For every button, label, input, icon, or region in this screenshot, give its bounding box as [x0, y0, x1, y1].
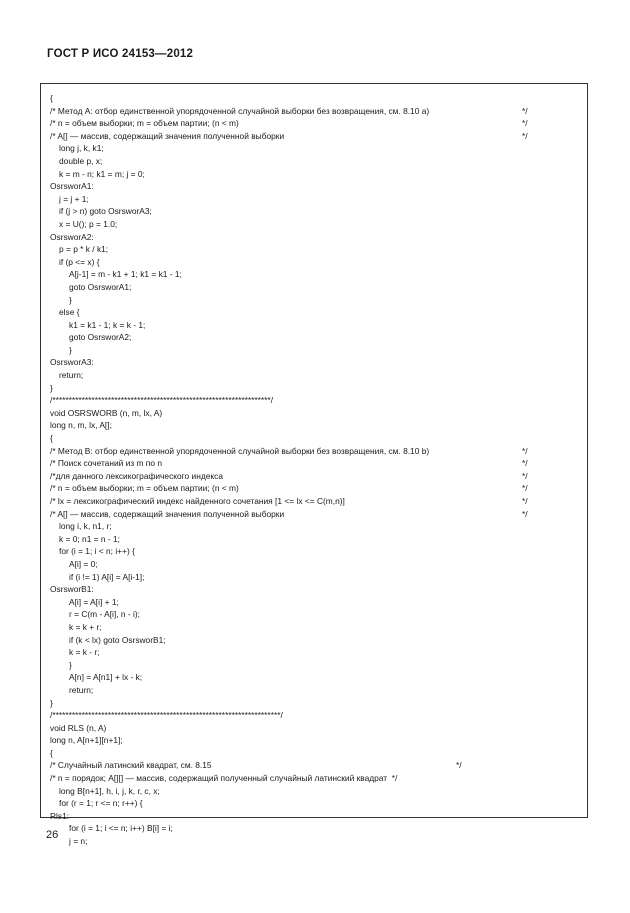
code-line-text: else { — [59, 307, 80, 318]
comment-close: */ — [456, 760, 462, 771]
code-line-text: long n, A[n+1][n+1]; — [50, 735, 123, 746]
code-line-text: x = U(); p = 1.0; — [59, 218, 118, 229]
comment-close: */ — [522, 496, 528, 506]
code-line-text: { — [50, 433, 53, 444]
code-line-text: long i, k, n1, r; — [59, 521, 112, 532]
code-line-text: r = C(m - A[i], n - i); — [69, 609, 140, 620]
code-line-text: k = 0; n1 = n - 1; — [59, 533, 120, 544]
code-line-text: k1 = k1 - 1; k = k - 1; — [69, 319, 146, 330]
code-line-text: } — [50, 697, 53, 708]
code-line-text: /*для данного лексикографического индекса — [50, 470, 223, 481]
code-line-text: for (i = 1; i < n; i++) { — [59, 546, 135, 557]
code-line-text: if (j > n) goto OsrsworA3; — [59, 206, 152, 217]
comment-close: */ — [522, 470, 528, 481]
code-line-text: if (i != 1) A[i] = A[i-1]; — [69, 571, 145, 582]
code-line-text: /* Метод A: отбор единственной упорядоченной случайной выборки без возвращения, см. 8.10 a) — [50, 105, 430, 116]
comment-close: */ — [522, 105, 528, 116]
code-line-text: j = j + 1; — [59, 193, 89, 204]
code-line-text: A[n] = A[n1] + lx - k; — [69, 672, 143, 683]
code-line-text: } — [50, 382, 53, 393]
code-line-text: /* A[] — массив, содержащий значения полученной выборки — [50, 130, 285, 141]
code-line-text: } — [69, 344, 72, 355]
code-line-text: return; — [59, 370, 84, 381]
code-line-text: } — [69, 294, 72, 305]
code-line-text: { — [50, 747, 53, 758]
code-line-text: long j, k, k1; — [59, 143, 104, 154]
code-line-text: /* n = объем выборки; m = объем партии; (n < m) — [50, 118, 239, 129]
code-line-text: for (i = 1; i <= n; i++) B[i] = i; — [69, 823, 173, 834]
comment-close: */ — [522, 445, 528, 456]
code-line-text: if (p <= x) { — [59, 256, 100, 267]
code-line-text: /* n = объем выборки; m = объем партии; (n < m) — [50, 483, 239, 494]
comment-close: */ — [522, 130, 528, 141]
code-line-text: double p, x; — [59, 155, 103, 166]
code-line-text: void OSRSWORB (n, m, lx, A) — [50, 407, 163, 418]
comment-close: */ — [522, 458, 528, 469]
code-line-text: for (r = 1; r <= n; r++) { — [59, 798, 143, 809]
comment-close: */ — [522, 118, 528, 129]
code-line-text: /* A[] — массив, содержащий значения полученной выборки — [50, 508, 285, 519]
code-line-text: /* Случайный латинский квадрат, см. 8.15 — [50, 760, 212, 771]
code-line-text: A[i] = A[i] + 1; — [69, 596, 119, 607]
code-line-text: return; — [69, 684, 94, 695]
code-line-text: OsrsworA3: — [50, 357, 94, 368]
code-line-text: /* Поиск сочетаний из m по n — [50, 458, 162, 469]
code-line-text: k = m - n; k1 = m; j = 0; — [59, 168, 145, 179]
code-line-text: k = k - r; — [69, 647, 100, 658]
code-line-text: } — [69, 659, 72, 670]
code-line-text: /**********************************************************************/ — [50, 710, 283, 721]
page-number: 26 — [46, 829, 59, 841]
document-header: ГОСТ Р ИСО 24153—2012 — [47, 48, 194, 60]
code-line-text: /*******************************************************************/ — [50, 395, 274, 406]
code-line-text: long B[n+1], h, i, j, k, r, c, x; — [59, 785, 160, 796]
code-line-text: j = n; — [69, 836, 88, 847]
comment-close: */ — [522, 508, 528, 519]
code-line-text: goto OsrsworA2; — [69, 332, 132, 343]
code-line-text: OsrsworB1: — [50, 584, 94, 595]
code-line-text: OsrsworA1: — [50, 181, 94, 192]
code-line-text: p = p * k / k1; — [59, 244, 109, 255]
code-line-text: OsrsworA2: — [50, 231, 94, 242]
code-line-text: if (k < lx) goto OsrsworB1; — [69, 634, 166, 645]
code-line-text: void RLS (n, A) — [50, 722, 107, 733]
code-line-text: /* Метод B: отбор единственной упорядоченной случайной выборки без возвращения, см. 8.10 b) — [50, 445, 430, 456]
code-line-text: A[i] = 0; — [69, 558, 98, 569]
code-line-text: Rls1: — [50, 810, 70, 821]
code-line-text: k = k + r; — [69, 621, 102, 632]
comment-close: */ — [522, 483, 528, 494]
code-line-text: { — [50, 93, 53, 103]
code-line-text: /* lx = лексикографический индекс найденного сочетания [1 <= lx <= C(m,n)] — [50, 496, 345, 506]
code-line-text: /* n = порядок; A[][] — массив, содержащий полученный случайный латинский квадрат */ — [50, 773, 398, 784]
code-line-text: goto OsrsworA1; — [69, 281, 132, 292]
code-line-text: A[j-1] = m - k1 + 1; k1 = k1 - 1; — [69, 269, 182, 280]
code-line-text: long n, m, lx, A[]; — [50, 420, 112, 431]
